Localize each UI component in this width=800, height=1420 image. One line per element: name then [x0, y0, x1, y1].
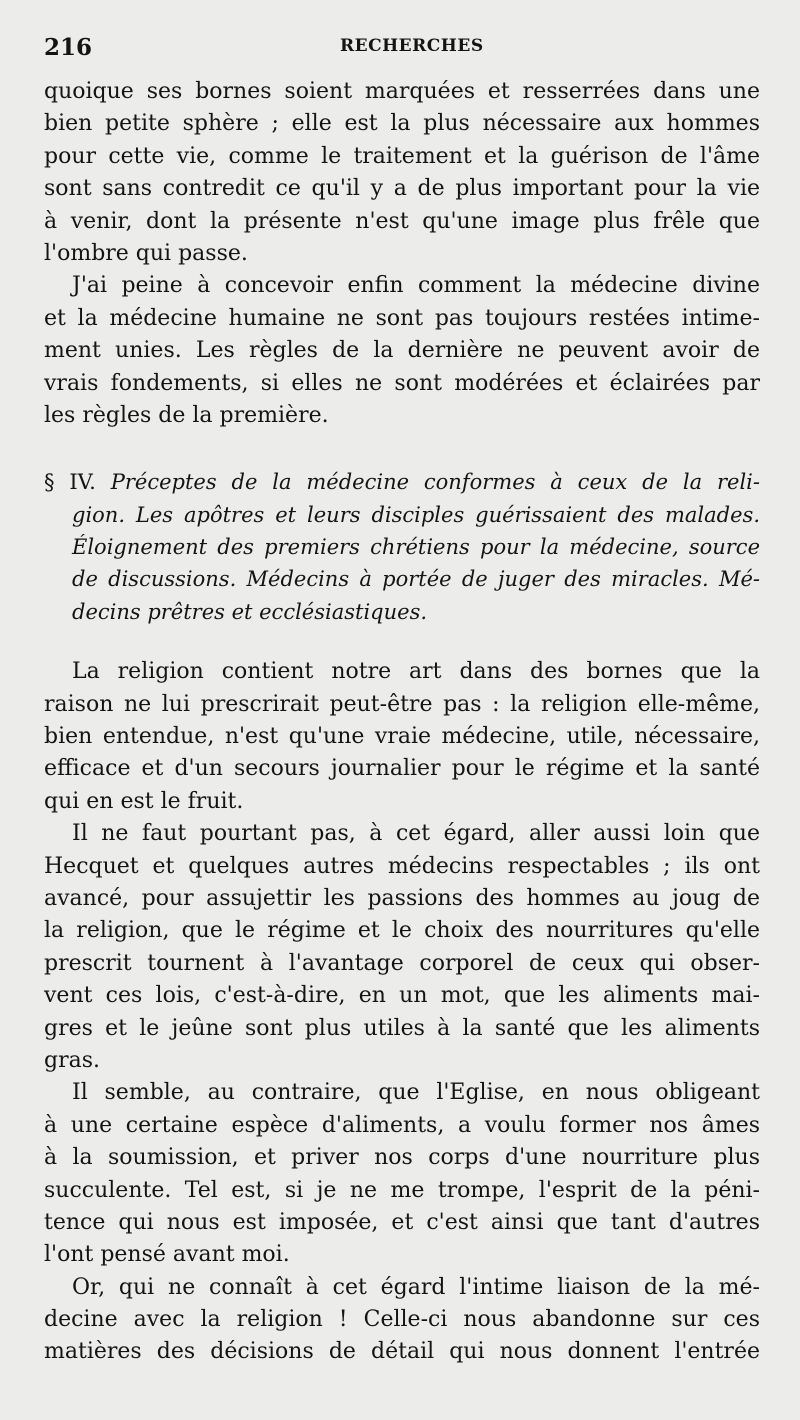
text-line: vrais fondements, si elles ne sont modérées et éclairées par: [44, 370, 760, 396]
text-line: Hecquet et quelques autres médecins respectables ; ils ont: [44, 853, 760, 879]
text-line: l'ombre qui passe.: [44, 240, 248, 266]
text-line: ment unies. Les règles de la dernière ne peuvent avoir de: [44, 338, 760, 364]
text-line: prescrit tournent à l'avantage corporel de ceux qui obser-: [44, 950, 760, 976]
page-header: [44, 34, 760, 64]
text-line: qui en est le fruit.: [44, 788, 244, 814]
text-line: tence qui nous est imposée, et c'est ainsi que tant d'autres: [44, 1209, 760, 1235]
text-line: la religion, que le régime et le choix des nourritures qu'elle: [44, 918, 760, 944]
spacer: [44, 432, 760, 466]
section-heading-line: de discussions. Médecins à portée de juger des miracles. Mé-: [72, 567, 760, 592]
text-line: raison ne lui prescrirait peut-être pas : la religion elle-même,: [44, 691, 760, 717]
text-line: matières des décisions de détail qui nous donnent l'entrée: [44, 1339, 760, 1365]
text-line: quoique ses bornes soient marquées et resserrées dans une: [44, 79, 760, 104]
paragraph-3: [44, 656, 760, 818]
paragraph-4: [44, 818, 760, 1077]
text-line: les règles de la première.: [44, 402, 329, 428]
text-line: succulente. Tel est, si je ne me trompe, l'esprit de la péni-: [44, 1177, 760, 1203]
section-heading-line: [44, 466, 760, 498]
section-heading-line: gion. Les apôtres et leurs disciples guérissaient des malades.: [72, 502, 760, 527]
spacer: [44, 628, 760, 656]
text-line: bien entendue, n'est qu'une vraie médecine, utile, nécessaire,: [44, 724, 760, 750]
paragraph-6: [44, 1272, 760, 1369]
paragraph-1: [44, 76, 760, 270]
page-body: [44, 76, 760, 1369]
text-line: gres et le jeûne sont plus utiles à la santé que les aliments: [44, 1015, 760, 1041]
section-heading: [44, 466, 760, 628]
text-line: Il ne faut pourtant pas, à cet égard, aller aussi loin que: [72, 821, 760, 847]
running-title: RECHERCHES: [340, 36, 484, 56]
text-line: Or, qui ne connaît à cet égard l'intime liaison de la mé-: [72, 1274, 760, 1300]
text-line: bien petite sphère ; elle est la plus nécessaire aux hommes: [44, 111, 760, 137]
text-line: pour cette vie, comme le traitement et la guérison de l'âme: [44, 143, 760, 169]
text-line: sont sans contredit ce qu'il y a de plus important pour la vie: [44, 176, 760, 202]
page-number: 216: [44, 34, 93, 61]
text-line: J'ai peine à concevoir enfin comment la médecine divine: [72, 273, 760, 299]
text-line: à une certaine espèce d'aliments, a voulu former nos âmes: [44, 1112, 760, 1138]
section-heading-line: decins prêtres et ecclésiastiques.: [72, 599, 428, 624]
text-line: à venir, dont la présente n'est qu'une image plus frêle que: [44, 208, 760, 234]
text-line: vent ces lois, c'est-à-dire, en un mot, que les aliments mai-: [44, 983, 760, 1009]
section-number: § IV.: [44, 470, 96, 495]
text-line: La religion contient notre art dans des bornes que la: [72, 659, 760, 685]
text-line: decine avec la religion ! Celle-ci nous abandonne sur ces: [44, 1307, 760, 1333]
paragraph-2: [44, 270, 760, 432]
text-line: gras.: [44, 1047, 100, 1073]
text-line: Il semble, au contraire, que l'Eglise, en nous obligeant: [72, 1080, 760, 1106]
text-line: à la soumission, et priver nos corps d'une nourriture plus: [44, 1145, 760, 1171]
section-heading-line: Éloignement des premiers chrétiens pour la médecine, source: [72, 535, 760, 560]
text-line: avancé, pour assujettir les passions des hommes au joug de: [44, 885, 760, 911]
text-line: et la médecine humaine ne sont pas toujours restées intime-: [44, 305, 760, 331]
paragraph-5: [44, 1077, 760, 1271]
text-line: efficace et d'un secours journalier pour le régime et la santé: [44, 756, 760, 782]
section-heading-text: Préceptes de la médecine conformes à ceux de la reli-: [110, 470, 760, 495]
text-line: l'ont pensé avant moi.: [44, 1242, 290, 1268]
